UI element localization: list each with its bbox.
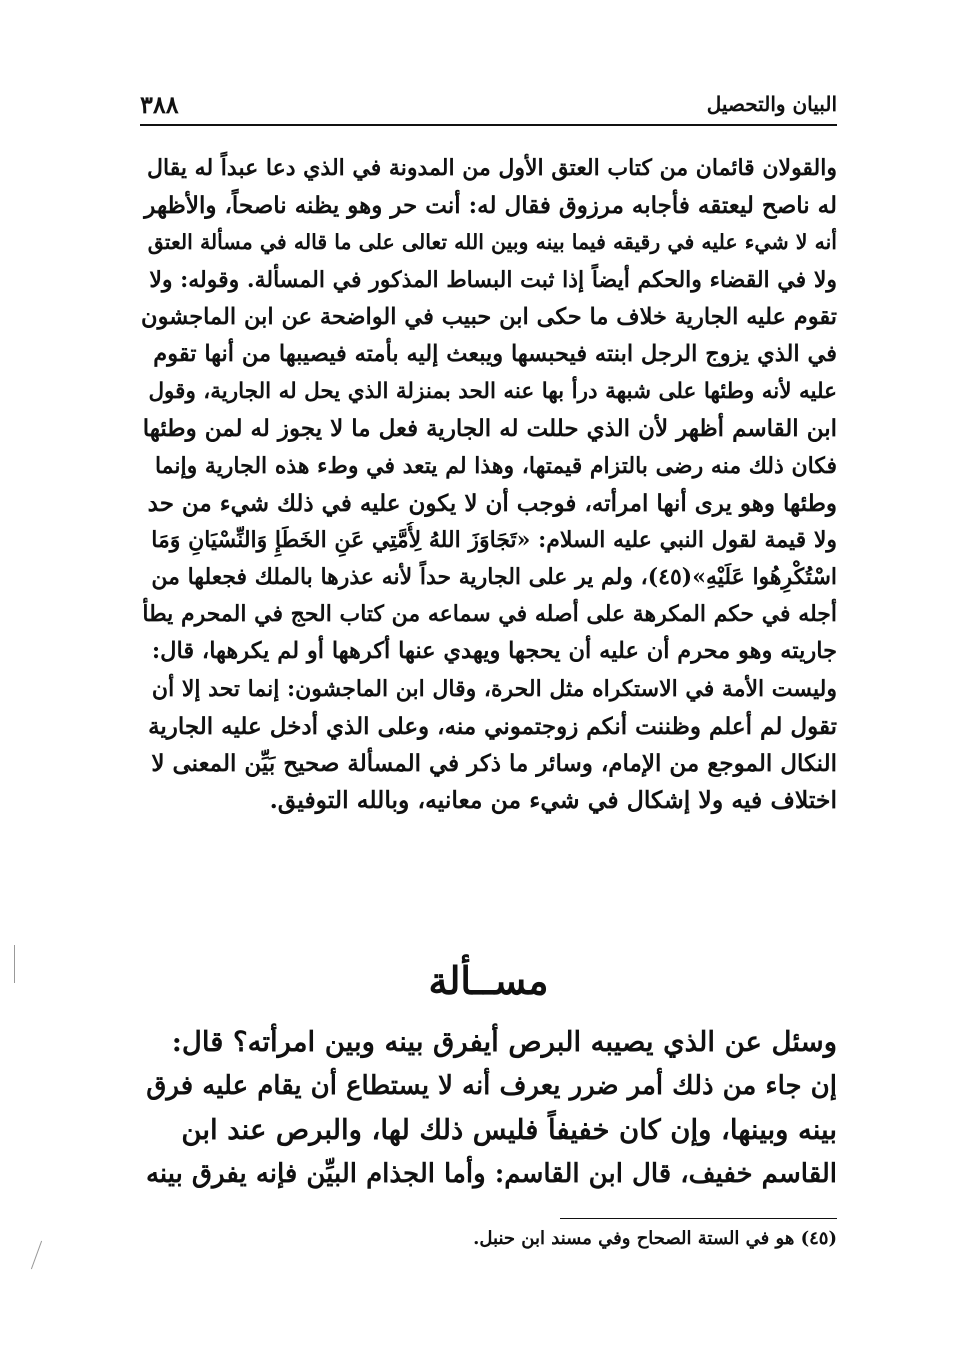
page-header xyxy=(140,86,837,122)
body-line: تقول لم أعلم وظننت أنكم زوجتموني منه، وعلى الذي أدخل عليه الجارية xyxy=(148,712,837,740)
section-line: القاسم خفيف، قال ابن القاسم: وأما الجذام البيِّن فإنه يفرق بينه xyxy=(145,1159,837,1189)
section-line: إن جاء من ذلك أمر ضرر يعرف أنه لا يستطاع أن يقام عليه فرق xyxy=(146,1071,837,1101)
body-line: وليست الأمة في الاستكراه مثل الحرة، وقال ابن الماجشون: إنما تحد إلا أن xyxy=(151,675,837,702)
body-line: اختلاف فيه ولا إشكال في شيء من معانيه، وبالله التوفيق. xyxy=(269,786,837,815)
body-line: له ناصح ليعتقه فأجابه مرزوق فقال له: أنت حر وهو يظنه ناصحاً، والأظهر xyxy=(144,192,837,220)
body-line: أنه لا شيء عليه في رقيقه فيما بينه وبين الله تعالى على ما قاله في مسألة العتق xyxy=(147,230,837,255)
body-line: ابن القاسم أظهر لأن الذي حللت له الجارية فعل ما لا يجوز له لمن وطئها xyxy=(142,415,837,443)
running-title: البيان والتحصيل xyxy=(706,92,837,116)
body-line: فكان ذلك منه رضى بالتزام قيمتها، وهذا لم يتعد في وطء هذه الجارية وإنما xyxy=(154,452,837,479)
body-line: في الذي يزوج الرجل ابنته فيحبسها ويبعث إليه بأمته فيصيبها من أنها تقوم xyxy=(153,340,837,367)
scan-artifact-line xyxy=(14,945,15,983)
footnote-rule xyxy=(560,1218,837,1219)
section-line: بينه وبينها، وإن كان خفيفاً فليس ذلك لها، والبرص عند ابن xyxy=(181,1114,837,1146)
scan-artifact-line xyxy=(31,1241,42,1270)
footnote: (٤٥) هو في الستة الصحاح وفي مسند ابن حنبل. xyxy=(473,1228,837,1249)
header-rule xyxy=(140,124,837,126)
section-title: مســألة xyxy=(428,958,549,1003)
body-line: تقوم عليه الجارية خلاف ما حكى ابن حبيب في الواضحة عن ابن الماجشون xyxy=(141,303,837,330)
body-text xyxy=(140,150,837,819)
body-line: أجله في حكم المكرهة على أصله في سماعه من كتاب الحج في المحرم يطأ xyxy=(142,601,837,628)
section-line: وسئل عن الذي يصيبه البرص أيفرق بينه وبين امرأته؟ قال: xyxy=(171,1026,837,1058)
section-body-text xyxy=(140,1020,837,1196)
body-line: اسْتُكْرِهُوا عَلَيْهِ»(٤٥)، ولم ير على الجارية حداً لأنه عذرها بالملك فجعلها من xyxy=(151,564,837,591)
page-number: ٣٨٨ xyxy=(140,89,179,119)
body-line: وطئها وهو يرى أنها امرأته، فوجب أن لا يكون عليه في ذلك شيء من حد xyxy=(147,489,837,517)
body-line: عليه لأنه وطئها على شبهة درأ بها عنه الحد بمنزلة الذي يحل له الجارية، وقول xyxy=(148,379,837,405)
body-line: ولا قيمة لقول النبي عليه السلام: «تَجَاوَزَ اللهُ لِأُمَّتِي عَنِ الخَطَإِ وَالنِّسْيَانِ وَمَا xyxy=(151,526,837,553)
body-line: النكال الموجع من الإمام، وسائر ما ذكر في المسألة صحيح بَيِّن المعنى لا xyxy=(151,750,837,777)
body-line: جاريته وهو محرم أن عليه أن يحجها ويهدي عنها أكرهها أو لم يكرهها، قال: xyxy=(151,638,837,665)
body-line: ولا في القضاء والحكم أيضاً إذا ثبت البساط المذكور في المسألة. وقوله: ولا xyxy=(149,266,837,293)
body-line: والقولان قائمان من كتاب العتق الأول من المدونة في الذي دعا عبداً له يقال xyxy=(147,155,837,181)
